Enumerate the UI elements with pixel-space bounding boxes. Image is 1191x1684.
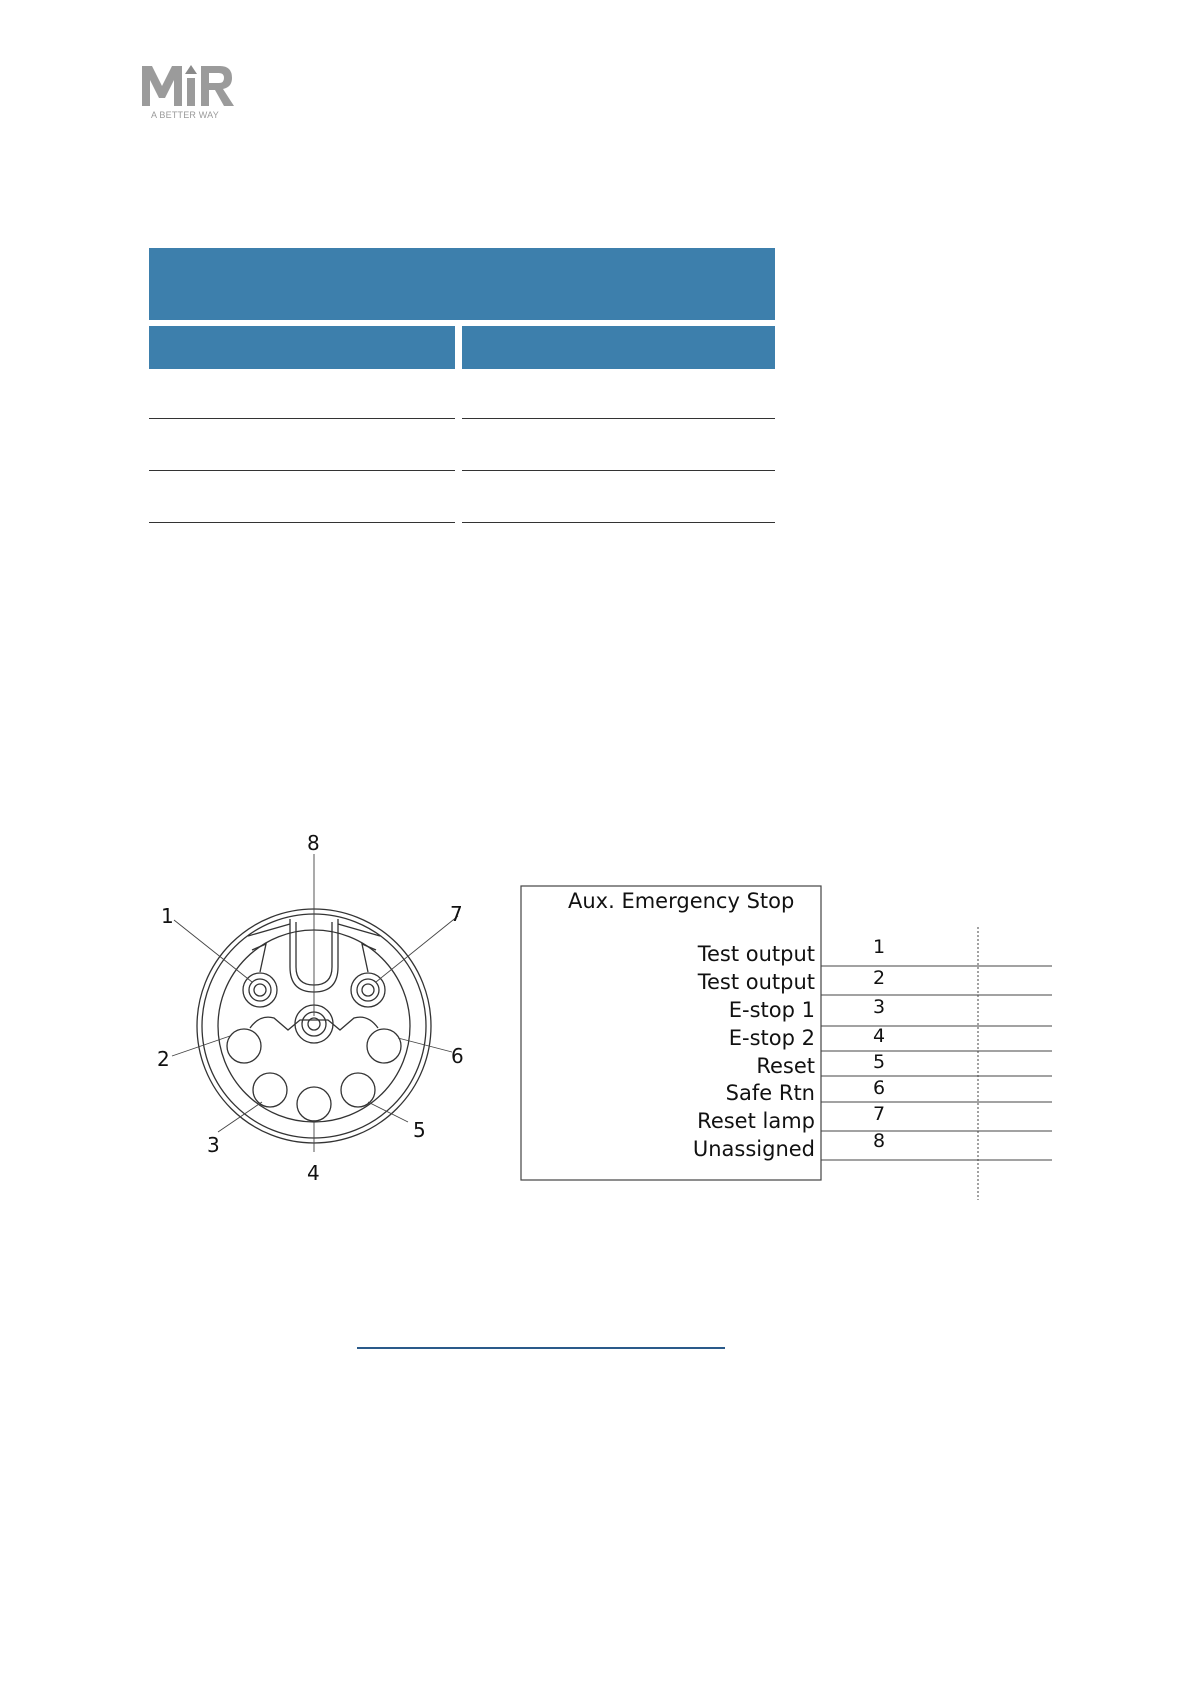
pin-number-4: 4 — [307, 1161, 320, 1185]
signal-pin-number: 8 — [873, 1130, 886, 1152]
pin-number-1: 1 — [161, 904, 174, 928]
pin-4 — [297, 1087, 331, 1121]
brand-tagline: A BETTER WAY — [151, 110, 219, 120]
signal-label: Safe Rtn — [725, 1081, 815, 1105]
signal-pin-number: 4 — [873, 1025, 886, 1047]
pin-2 — [227, 1029, 261, 1063]
signal-pin-number: 3 — [873, 996, 886, 1018]
table-row-divider — [462, 522, 775, 523]
signal-label: E-stop 2 — [728, 1026, 815, 1050]
pin-3 — [253, 1073, 287, 1107]
signal-pin-number: 2 — [873, 967, 886, 989]
pin-number-5: 5 — [413, 1118, 426, 1142]
signal-pin-number: 7 — [873, 1103, 886, 1125]
table-row-divider — [149, 470, 455, 471]
table-row-divider — [149, 522, 455, 523]
pin-number-3: 3 — [207, 1133, 220, 1157]
signal-pin-number: 6 — [873, 1077, 886, 1099]
pin-number-7: 7 — [450, 902, 463, 926]
table-row-divider — [149, 418, 455, 419]
signal-label: Test output — [697, 970, 815, 994]
signal-label: Reset — [756, 1054, 815, 1078]
table-row-divider — [462, 470, 775, 471]
table-column-header-right — [462, 326, 775, 369]
schematic — [521, 886, 1052, 1200]
pin-1 — [243, 973, 277, 1007]
pin-number-2: 2 — [157, 1047, 170, 1071]
pin-6 — [367, 1029, 401, 1063]
signal-label: Test output — [697, 942, 815, 966]
signal-label: Reset lamp — [697, 1109, 815, 1133]
signal-label: E-stop 1 — [728, 998, 815, 1022]
pin-number-8: 8 — [307, 832, 320, 855]
pin-7 — [351, 973, 385, 1007]
signal-pin-number: 5 — [873, 1051, 886, 1073]
signal-pin-number: 1 — [873, 936, 886, 958]
pin-number-6: 6 — [451, 1044, 464, 1068]
hyperlink-underline[interactable] — [357, 1347, 725, 1349]
connector-pinout-diagram — [140, 832, 1060, 1202]
schematic-title: Aux. Emergency Stop — [568, 889, 795, 913]
table-title-bar — [149, 248, 775, 320]
signal-label: Unassigned — [692, 1137, 815, 1161]
table-column-header-left — [149, 326, 455, 369]
pin-5 — [341, 1073, 375, 1107]
table-row-divider — [462, 418, 775, 419]
